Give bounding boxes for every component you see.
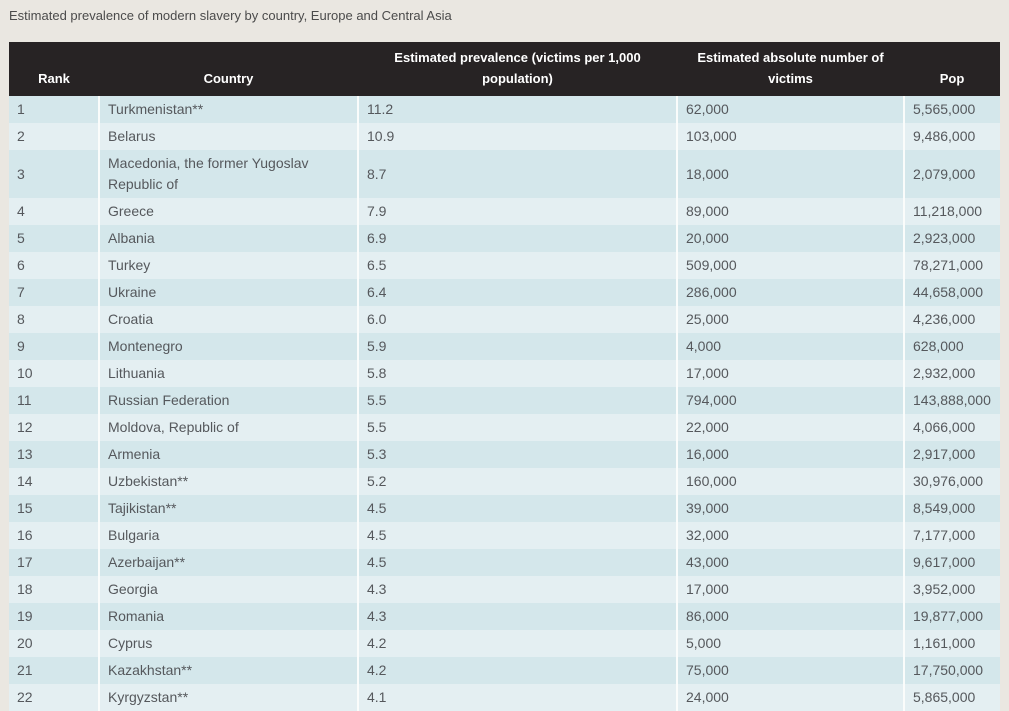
cell-prevalence: 6.5 [358,252,677,279]
cell-victims: 160,000 [677,468,904,495]
cell-victims: 43,000 [677,549,904,576]
table-row [9,225,1000,252]
cell-victims: 20,000 [677,225,904,252]
header-row [9,42,1000,96]
cell-victims: 39,000 [677,495,904,522]
cell-rank: 20 [9,630,99,657]
cell-pop: 19,877,000 [904,603,1000,630]
cell-rank: 22 [9,684,99,711]
cell-prevalence: 5.8 [358,360,677,387]
cell-country: Tajikistan** [99,495,358,522]
cell-rank: 7 [9,279,99,306]
cell-pop: 9,617,000 [904,549,1000,576]
cell-prevalence: 5.9 [358,333,677,360]
cell-prevalence: 10.9 [358,123,677,150]
cell-victims: 22,000 [677,414,904,441]
cell-country: Greece [99,198,358,225]
table-row [9,333,1000,360]
cell-prevalence: 8.7 [358,150,677,198]
table-row [9,96,1000,123]
cell-rank: 4 [9,198,99,225]
cell-victims: 5,000 [677,630,904,657]
cell-rank: 13 [9,441,99,468]
cell-rank: 1 [9,96,99,123]
table-body [9,96,1000,711]
cell-pop: 3,952,000 [904,576,1000,603]
cell-rank: 15 [9,495,99,522]
cell-rank: 8 [9,306,99,333]
cell-victims: 509,000 [677,252,904,279]
table-row [9,549,1000,576]
column-header-victims: Estimated absolute number of victims [677,42,904,96]
table-row [9,684,1000,711]
cell-country: Lithuania [99,360,358,387]
cell-victims: 17,000 [677,360,904,387]
cell-pop: 8,549,000 [904,495,1000,522]
cell-victims: 16,000 [677,441,904,468]
cell-prevalence: 7.9 [358,198,677,225]
cell-pop: 30,976,000 [904,468,1000,495]
cell-pop: 5,565,000 [904,96,1000,123]
table-row [9,150,1000,198]
cell-prevalence: 4.5 [358,495,677,522]
cell-victims: 103,000 [677,123,904,150]
cell-rank: 5 [9,225,99,252]
cell-prevalence: 4.2 [358,630,677,657]
cell-victims: 4,000 [677,333,904,360]
table-row [9,198,1000,225]
table-row [9,441,1000,468]
cell-pop: 2,932,000 [904,360,1000,387]
cell-country: Georgia [99,576,358,603]
cell-pop: 17,750,000 [904,657,1000,684]
cell-country: Ukraine [99,279,358,306]
cell-country: Azerbaijan** [99,549,358,576]
table-row [9,657,1000,684]
cell-victims: 89,000 [677,198,904,225]
cell-victims: 18,000 [677,150,904,198]
table-row [9,468,1000,495]
table-row [9,630,1000,657]
cell-rank: 12 [9,414,99,441]
cell-prevalence: 4.5 [358,549,677,576]
cell-pop: 78,271,000 [904,252,1000,279]
cell-country: Cyprus [99,630,358,657]
cell-victims: 75,000 [677,657,904,684]
cell-rank: 2 [9,123,99,150]
table-row [9,522,1000,549]
cell-country: Turkey [99,252,358,279]
table-header [9,42,1000,96]
cell-country: Romania [99,603,358,630]
cell-rank: 17 [9,549,99,576]
table-row [9,360,1000,387]
cell-prevalence: 6.0 [358,306,677,333]
cell-victims: 286,000 [677,279,904,306]
cell-country: Russian Federation [99,387,358,414]
cell-victims: 794,000 [677,387,904,414]
cell-country: Bulgaria [99,522,358,549]
cell-country: Armenia [99,441,358,468]
cell-victims: 62,000 [677,96,904,123]
cell-victims: 32,000 [677,522,904,549]
column-header-pop: Pop [904,42,1000,96]
cell-rank: 19 [9,603,99,630]
cell-rank: 10 [9,360,99,387]
cell-victims: 17,000 [677,576,904,603]
cell-pop: 5,865,000 [904,684,1000,711]
table-row [9,279,1000,306]
table-row [9,414,1000,441]
cell-country: Moldova, Republic of [99,414,358,441]
cell-prevalence: 6.4 [358,279,677,306]
cell-rank: 11 [9,387,99,414]
cell-prevalence: 4.2 [358,657,677,684]
table-row [9,252,1000,279]
table-row [9,603,1000,630]
cell-pop: 44,658,000 [904,279,1000,306]
cell-rank: 3 [9,150,99,198]
table-row [9,576,1000,603]
table-row [9,123,1000,150]
cell-pop: 2,079,000 [904,150,1000,198]
cell-country: Albania [99,225,358,252]
table-row [9,387,1000,414]
cell-country: Macedonia, the former Yugoslav Republic of [99,150,358,198]
prevalence-table [9,42,1000,711]
column-header-prevalence: Estimated prevalence (victims per 1,000 population) [358,42,677,96]
cell-country: Croatia [99,306,358,333]
cell-rank: 21 [9,657,99,684]
cell-country: Kyrgyzstan** [99,684,358,711]
table-row [9,306,1000,333]
cell-country: Kazakhstan** [99,657,358,684]
cell-country: Belarus [99,123,358,150]
cell-pop: 2,923,000 [904,225,1000,252]
cell-pop: 7,177,000 [904,522,1000,549]
cell-pop: 4,236,000 [904,306,1000,333]
cell-pop: 9,486,000 [904,123,1000,150]
column-header-rank: Rank [9,42,99,96]
cell-country: Turkmenistan** [99,96,358,123]
cell-prevalence: 4.5 [358,522,677,549]
cell-rank: 9 [9,333,99,360]
cell-victims: 86,000 [677,603,904,630]
cell-pop: 2,917,000 [904,441,1000,468]
cell-victims: 25,000 [677,306,904,333]
cell-country: Montenegro [99,333,358,360]
cell-rank: 14 [9,468,99,495]
table-row [9,495,1000,522]
cell-prevalence: 4.3 [358,603,677,630]
page-title: Estimated prevalence of modern slavery by country, Europe and Central Asia [9,8,452,23]
cell-pop: 143,888,000 [904,387,1000,414]
cell-pop: 1,161,000 [904,630,1000,657]
cell-prevalence: 4.3 [358,576,677,603]
cell-victims: 24,000 [677,684,904,711]
cell-rank: 6 [9,252,99,279]
cell-pop: 11,218,000 [904,198,1000,225]
cell-rank: 18 [9,576,99,603]
cell-pop: 4,066,000 [904,414,1000,441]
cell-prevalence: 5.2 [358,468,677,495]
cell-prevalence: 4.1 [358,684,677,711]
cell-prevalence: 11.2 [358,96,677,123]
cell-rank: 16 [9,522,99,549]
cell-prevalence: 5.3 [358,441,677,468]
cell-prevalence: 6.9 [358,225,677,252]
cell-country: Uzbekistan** [99,468,358,495]
cell-prevalence: 5.5 [358,387,677,414]
cell-pop: 628,000 [904,333,1000,360]
cell-prevalence: 5.5 [358,414,677,441]
column-header-country: Country [99,42,358,96]
